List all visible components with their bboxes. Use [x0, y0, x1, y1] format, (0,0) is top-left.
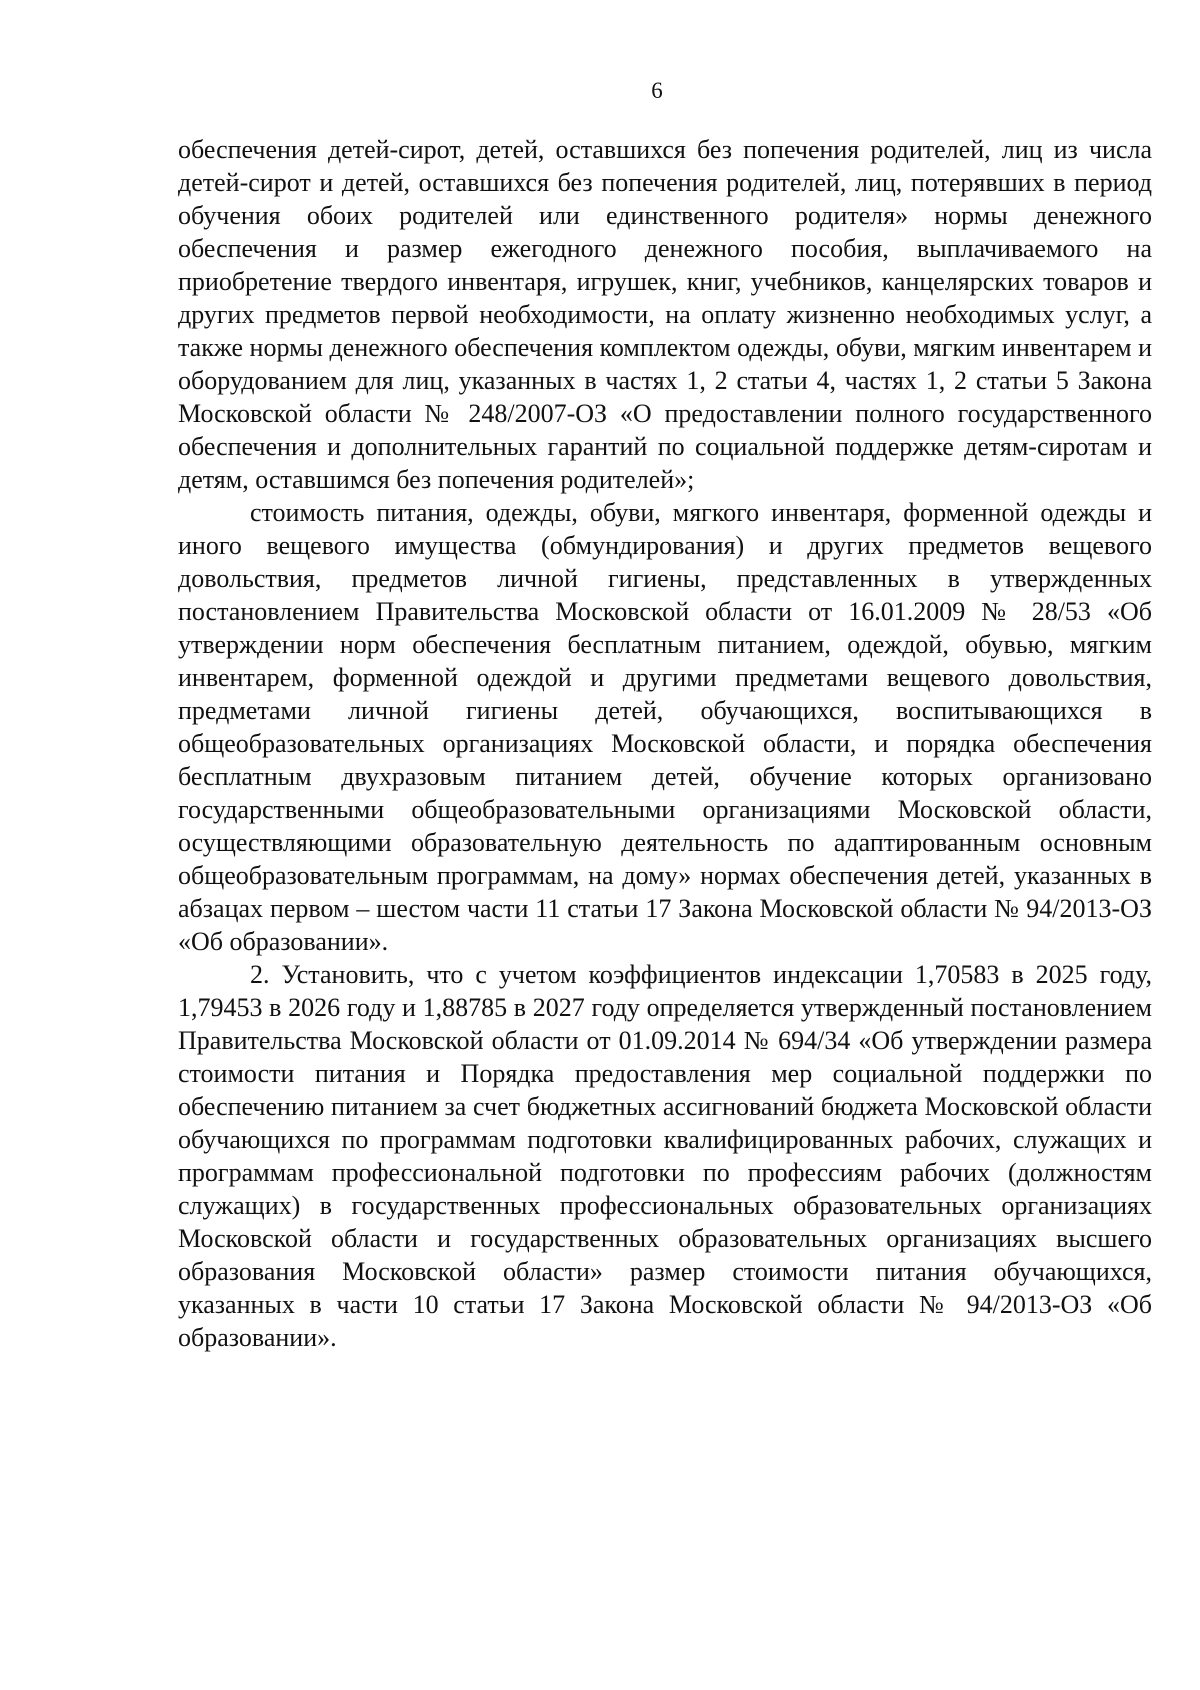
paragraph-continuation: обеспечения детей-сирот, детей, оставшихся без попечения родителей, лиц из числа детей-сирот и детей, оставшихся без попечения родителей, лиц, потерявших в период обучения обоих родителей или единственного родителя» нормы денежного обеспечения и размер ежегодного денежного пособия, выплачиваемого на приобретение твердого инвентаря, игрушек, книг, учебников, канцелярских товаров и других предметов первой необходимости, на оплату жизненно необходимых услуг, а также нормы денежного обеспечения комплектом одежды, обуви, мягким инвентарем и оборудованием для лиц, указанных в частях 1, 2 статьи 4, частях 1, 2 статьи 5 Закона Московской области № 248/2007-ОЗ «О предоставлении полного государственного обеспечения и дополнительных гарантий по социальной поддержке детям-сиротам и детям, оставшимся без попечения родителей»; [178, 135, 1152, 494]
page-number: 6 [651, 78, 663, 103]
paragraph-cost-of-items: стоимость питания, одежды, обуви, мягкого инвентаря, форменной одежды и иного вещевого имущества (обмундирования) и других предметов вещевого довольствия, предметов личной гигиены, представленных в утвержденных постановлением Правительства Московской области от 16.01.2009 № 28/53 «Об утверждении норм обеспечения бесплатным питанием, одеждой, обувью, мягким инвентарем, форменной одеждой и другими предметами вещевого довольствия, предметами личной гигиены детей, обучающихся, воспитывающихся в общеобразовательных организациях Московской области, и порядка обеспечения бесплатным двухразовым питанием детей, обучение которых организовано государственными общеобразовательными организациями Московской области, осуществляющими образовательную деятельность по адаптированным основным общеобразовательным программам, на дому» нормах обеспечения детей, указанных в абзацах первом – шестом части 11 статьи 17 Закона Московской области № 94/2013-ОЗ «Об образовании». [178, 498, 1152, 956]
paragraph-item-2: 2. Установить, что с учетом коэффициентов индексации 1,70583 в 2025 году, 1,79453 в 2026 году и 1,88785 в 2027 году определяется утвержденный постановлением Правительства Московской области от 01.09.2014 № 694/34 «Об утверждении размера стоимости питания и Порядка предоставления мер социальной поддержки по обеспечению питанием за счет бюджетных ассигнований бюджета Московской области обучающихся по программам подготовки квалифицированных рабочих, служащих и программам профессиональной подготовки по профессиям рабочих (должностям служащих) в государственных профессиональных образовательных организациях Московской области и государственных образовательных организациях высшего образования Московской области» размер стоимости питания обучающихся, указанных в части 10 статьи 17 Закона Московской области № 94/2013-ОЗ «Об образовании». [178, 960, 1152, 1352]
document-body [178, 133, 1152, 1354]
